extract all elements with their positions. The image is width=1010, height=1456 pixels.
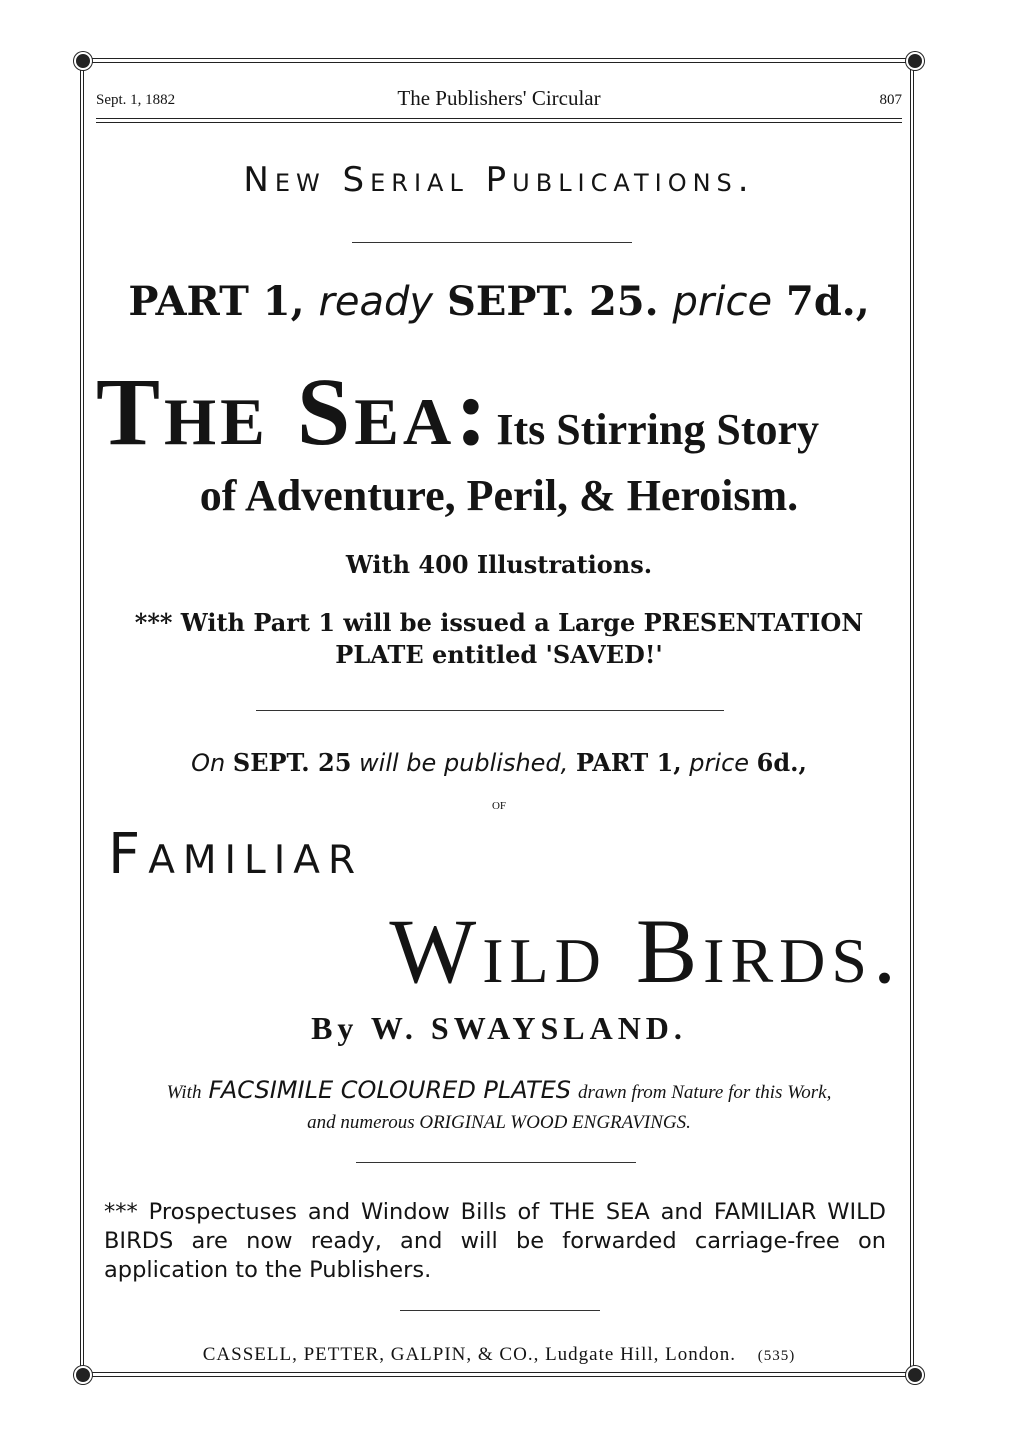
sea-title-sub: Its Stirring Story <box>496 405 820 454</box>
divider <box>352 242 632 243</box>
header-page-number: 807 <box>879 92 902 108</box>
publisher-footer: CASSELL, PETTER, GALPIN, & CO., Ludgate Hill, London. (535) <box>202 1344 796 1365</box>
divider <box>400 1310 600 1311</box>
birds-facsimile-line1: With FACSIMILE COLOURED PLATES drawn from Nature for this Work, <box>166 1076 832 1104</box>
sea-part-line: PART 1, ready SEPT. 25. price 7d., <box>128 278 870 325</box>
running-header <box>96 86 902 112</box>
corner-ornament-icon <box>906 1366 924 1384</box>
birds-title-line1: Familiar <box>108 822 364 887</box>
birds-of: OF <box>491 800 507 812</box>
header-title: The Publishers' Circular <box>397 86 601 110</box>
prospectus-note: *** Prospectuses and Window Bills of THE SEA and FAMILIAR WILD BIRDS are now ready, and will be forwarded carriage-free on application to the Publishers. <box>104 1199 886 1283</box>
header-rule <box>96 118 902 123</box>
header-date: Sept. 1, 1882 <box>96 92 176 108</box>
sea-note-line1: *** With Part 1 will be issued a Large PRESENTATION <box>134 608 864 637</box>
divider <box>256 710 724 711</box>
corner-ornament-icon <box>74 1366 92 1384</box>
sea-title-main: The Sea: <box>96 358 492 465</box>
birds-announcement: On SEPT. 25 will be published, PART 1, price 6d., <box>191 748 807 777</box>
divider <box>356 1162 636 1163</box>
sea-title <box>96 356 902 467</box>
birds-author: By W. SWAYSLAND. <box>311 1010 687 1046</box>
sea-subtitle: of Adventure, Peril, & Heroism. <box>199 471 799 520</box>
corner-ornament-icon <box>74 52 92 70</box>
section-heading: New Serial Publications. <box>243 160 755 200</box>
birds-title-line2: Wild Birds. <box>389 900 902 1002</box>
bottom-border-rule <box>80 1372 914 1377</box>
page-frame <box>80 62 914 1376</box>
birds-facsimile-line2: and numerous ORIGINAL WOOD ENGRAVINGS. <box>307 1112 691 1133</box>
sea-illustrations: With 400 Illustrations. <box>345 550 653 579</box>
sea-note-line2: PLATE entitled 'SAVED!' <box>335 640 663 669</box>
corner-ornament-icon <box>906 52 924 70</box>
